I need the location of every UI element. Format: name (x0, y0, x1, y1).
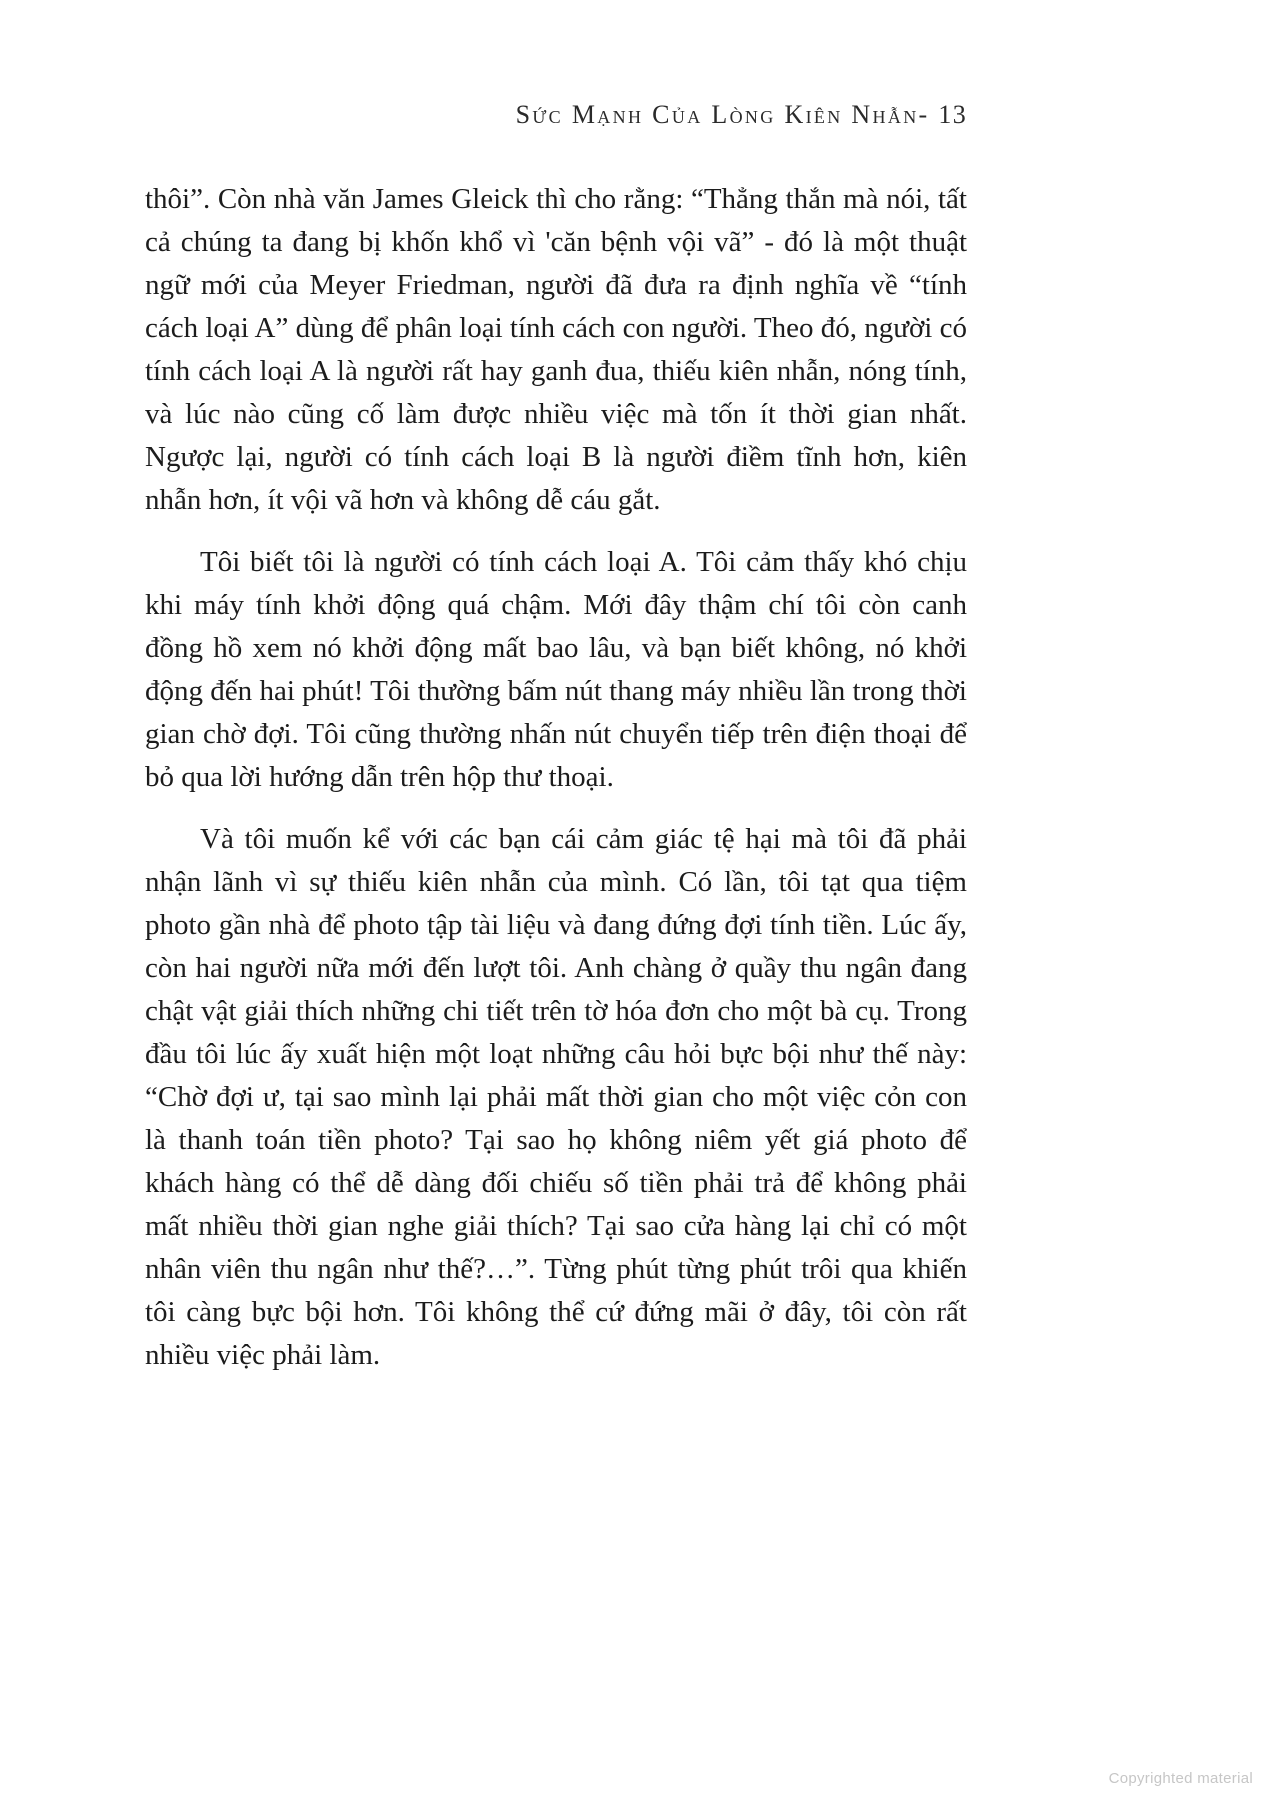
body-text-block (145, 178, 967, 1396)
copyright-watermark: Copyrighted material (1108, 1770, 1253, 1787)
body-paragraph: Và tôi muốn kể với các bạn cái cảm giác tệ hại mà tôi đã phải nhận lãnh vì sự thiếu kiên nhẫn của mình. Có lần, tôi tạt qua tiệm photo gần nhà để photo tập tài liệu và đang đứng đợi tính tiền. Lúc ấy, còn hai người nữa mới đến lượt tôi. Anh chàng ở quầy thu ngân đang chật vật giải thích những chi tiết trên tờ hóa đơn cho một bà cụ. Trong đầu tôi lúc ấy xuất hiện một loạt những câu hỏi bực bội như thế này: “Chờ đợi ư, tại sao mình lại phải mất thời gian cho một việc cỏn con là thanh toán tiền photo? Tại sao họ không niêm yết giá photo để khách hàng có thể dễ dàng đối chiếu số tiền phải trả để không phải mất nhiều thời gian nghe giải thích? Tại sao cửa hàng lại chỉ có một nhân viên thu ngân như thế?…”. Từng phút từng phút trôi qua khiến tôi càng bực bội hơn. Tôi không thể cứ đứng mãi ở đây, tôi còn rất nhiều việc phải làm. (145, 823, 967, 1371)
page-number: 13 (938, 100, 967, 129)
body-paragraph: Tôi biết tôi là người có tính cách loại A. Tôi cảm thấy khó chịu khi máy tính khởi động quá chậm. Mới đây thậm chí tôi còn canh đồng hồ xem nó khởi động mất bao lâu, và bạn biết không, nó khởi động đến hai phút! Tôi thường bấm nút thang máy nhiều lần trong thời gian chờ đợi. Tôi cũng thường nhấn nút chuyển tiếp trên điện thoại để bỏ qua lời hướng dẫn trên hộp thư thoại. (145, 546, 967, 793)
running-header (145, 100, 967, 130)
running-title: Sức Mạnh Của Lòng Kiên Nhẫn- (515, 100, 930, 129)
body-paragraph: thôi”. Còn nhà văn James Gleick thì cho rằng: “Thẳng thắn mà nói, tất cả chúng ta đang bị khốn khổ vì 'căn bệnh vội vã” - đó là một thuật ngữ mới của Meyer Friedman, người đã đưa ra định nghĩa về “tính cách loại A” dùng để phân loại tính cách con người. Theo đó, người có tính cách loại A là người rất hay ganh đua, thiếu kiên nhẫn, nóng tính, và lúc nào cũng cố làm được nhiều việc mà tốn ít thời gian nhất. Ngược lại, người có tính cách loại B là người điềm tĩnh hơn, kiên nhẫn hơn, ít vội vã hơn và không dễ cáu gắt. (145, 183, 967, 516)
